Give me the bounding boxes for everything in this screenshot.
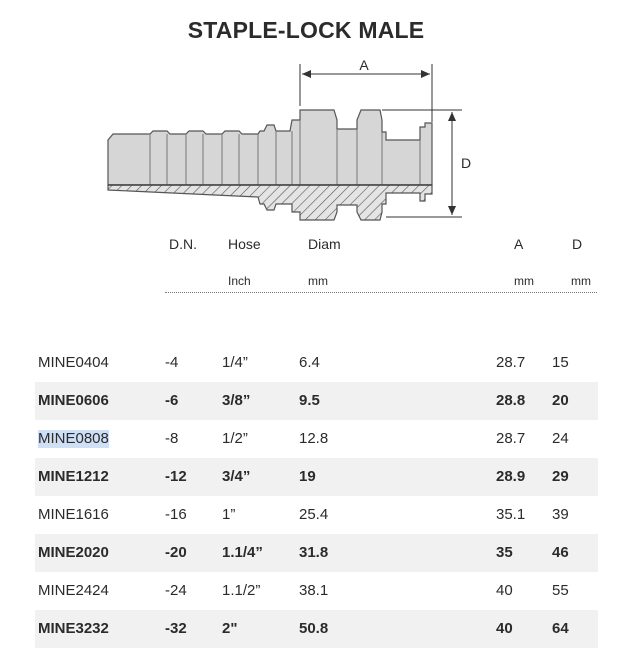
hose-value: 3/8” xyxy=(222,392,251,409)
part-code: MINE2424 xyxy=(38,582,109,599)
table-row xyxy=(35,420,598,458)
a-value: 28.9 xyxy=(496,468,526,485)
column-header-d: D xyxy=(572,236,583,252)
d-value: 39 xyxy=(552,506,569,523)
part-code: MINE2020 xyxy=(38,544,109,561)
diam-value: 6.4 xyxy=(299,354,320,371)
diam-value: 38.1 xyxy=(299,582,329,599)
a-value: 35.1 xyxy=(496,506,526,523)
header-divider xyxy=(165,292,597,293)
dimension-d-label: D xyxy=(460,155,472,171)
diam-value: 31.8 xyxy=(299,544,329,561)
part-code: MINE3232 xyxy=(38,620,109,637)
part-code: MINE1616 xyxy=(38,506,109,523)
d-value: 24 xyxy=(552,430,569,447)
unit-diam: mm xyxy=(308,274,328,288)
column-header-a: A xyxy=(514,236,524,252)
unit-hose: Inch xyxy=(228,274,251,288)
part-code: MINE0404 xyxy=(38,354,109,371)
a-value: 28.7 xyxy=(496,354,526,371)
unit-d: mm xyxy=(571,274,591,288)
hose-value: 3/4” xyxy=(222,468,251,485)
unit-a: mm xyxy=(514,274,534,288)
diam-value: 25.4 xyxy=(299,506,329,523)
column-header-diam: Diam xyxy=(308,236,341,252)
d-value: 64 xyxy=(552,620,569,637)
dn-value: -16 xyxy=(165,506,187,523)
column-header-hose: Hose xyxy=(228,236,261,252)
a-value: 40 xyxy=(496,582,513,599)
part-code: MINE0606 xyxy=(38,392,109,409)
hose-value: 1” xyxy=(222,506,236,523)
dn-value: -24 xyxy=(165,582,187,599)
d-value: 29 xyxy=(552,468,569,485)
hose-value: 2" xyxy=(222,620,238,637)
dn-value: -8 xyxy=(165,430,179,447)
hose-value: 1/4” xyxy=(222,354,248,371)
d-value: 20 xyxy=(552,392,569,409)
part-code: MINE1212 xyxy=(38,468,109,485)
dn-value: -20 xyxy=(165,544,187,561)
table-row xyxy=(35,344,598,382)
hose-value: 1.1/2” xyxy=(222,582,261,599)
part-code-selected[interactable]: MINE0808 xyxy=(38,430,109,447)
a-value: 40 xyxy=(496,620,513,637)
hose-value: 1/2” xyxy=(222,430,248,447)
fitting-section xyxy=(108,185,432,220)
table-row xyxy=(35,534,598,572)
diam-value: 19 xyxy=(299,468,316,485)
page-title: STAPLE-LOCK MALE xyxy=(187,17,425,43)
a-value: 35 xyxy=(496,544,513,561)
dimension-a-label: A xyxy=(359,57,369,73)
d-value: 15 xyxy=(552,354,569,371)
table-row xyxy=(35,572,598,610)
a-value: 28.7 xyxy=(496,430,526,447)
dn-value: -32 xyxy=(165,620,187,637)
diam-value: 9.5 xyxy=(299,392,320,409)
table-row xyxy=(35,610,598,648)
column-header-dn: D.N. xyxy=(169,236,197,252)
table-row xyxy=(35,382,598,420)
diam-value: 12.8 xyxy=(299,430,329,447)
a-value: 28.8 xyxy=(496,392,526,409)
dn-value: -4 xyxy=(165,354,179,371)
dn-value: -6 xyxy=(165,392,179,409)
diam-value: 50.8 xyxy=(299,620,329,637)
dn-value: -12 xyxy=(165,468,187,485)
d-value: 46 xyxy=(552,544,569,561)
hose-value: 1.1/4” xyxy=(222,544,263,561)
table-row xyxy=(35,458,598,496)
table-row xyxy=(35,496,598,534)
fitting-body xyxy=(108,110,432,185)
d-value: 55 xyxy=(552,582,569,599)
